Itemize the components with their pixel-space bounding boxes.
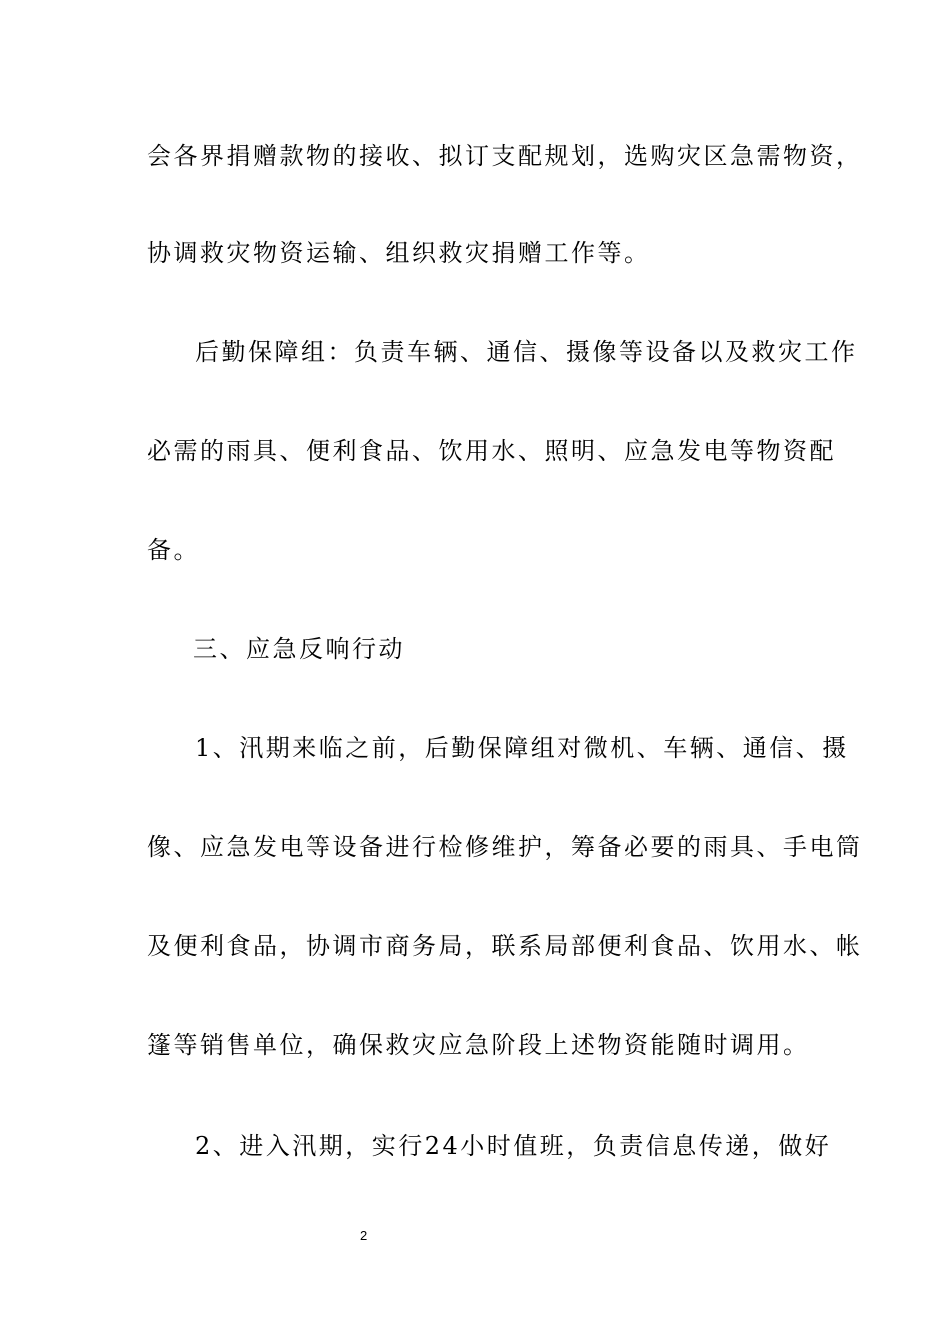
paragraph-line: 后勤保障组：负责车辆、通信、摄像等设备以及救灾工作: [195, 338, 858, 366]
paragraph-line: 备。: [147, 536, 200, 564]
paragraph-line: 会各界捐赠款物的接收、拟订支配规划，选购灾区急需物资，: [147, 142, 863, 170]
paragraph-line: 2、进入汛期，实行24小时值班，负责信息传递，做好: [195, 1132, 832, 1160]
paragraph-line: 像、应急发电等设备进行检修维护，筹备必要的雨具、手电筒: [147, 833, 863, 861]
paragraph-line: 篷等销售单位，确保救灾应急阶段上述物资能随时调用。: [147, 1031, 810, 1059]
paragraph-line: 及便利食品，协调市商务局，联系局部便利食品、饮用水、帐: [147, 932, 863, 960]
page-number: 2: [360, 1228, 368, 1243]
paragraph-line: 必需的雨具、便利食品、饮用水、照明、应急发电等物资配: [147, 437, 836, 465]
section-heading: 三、应急反响行动: [193, 635, 405, 663]
paragraph-line: 协调救灾物资运输、组织救灾捐赠工作等。: [147, 239, 651, 267]
paragraph-line: 1、汛期来临之前，后勤保障组对微机、车辆、通信、摄: [195, 734, 849, 762]
